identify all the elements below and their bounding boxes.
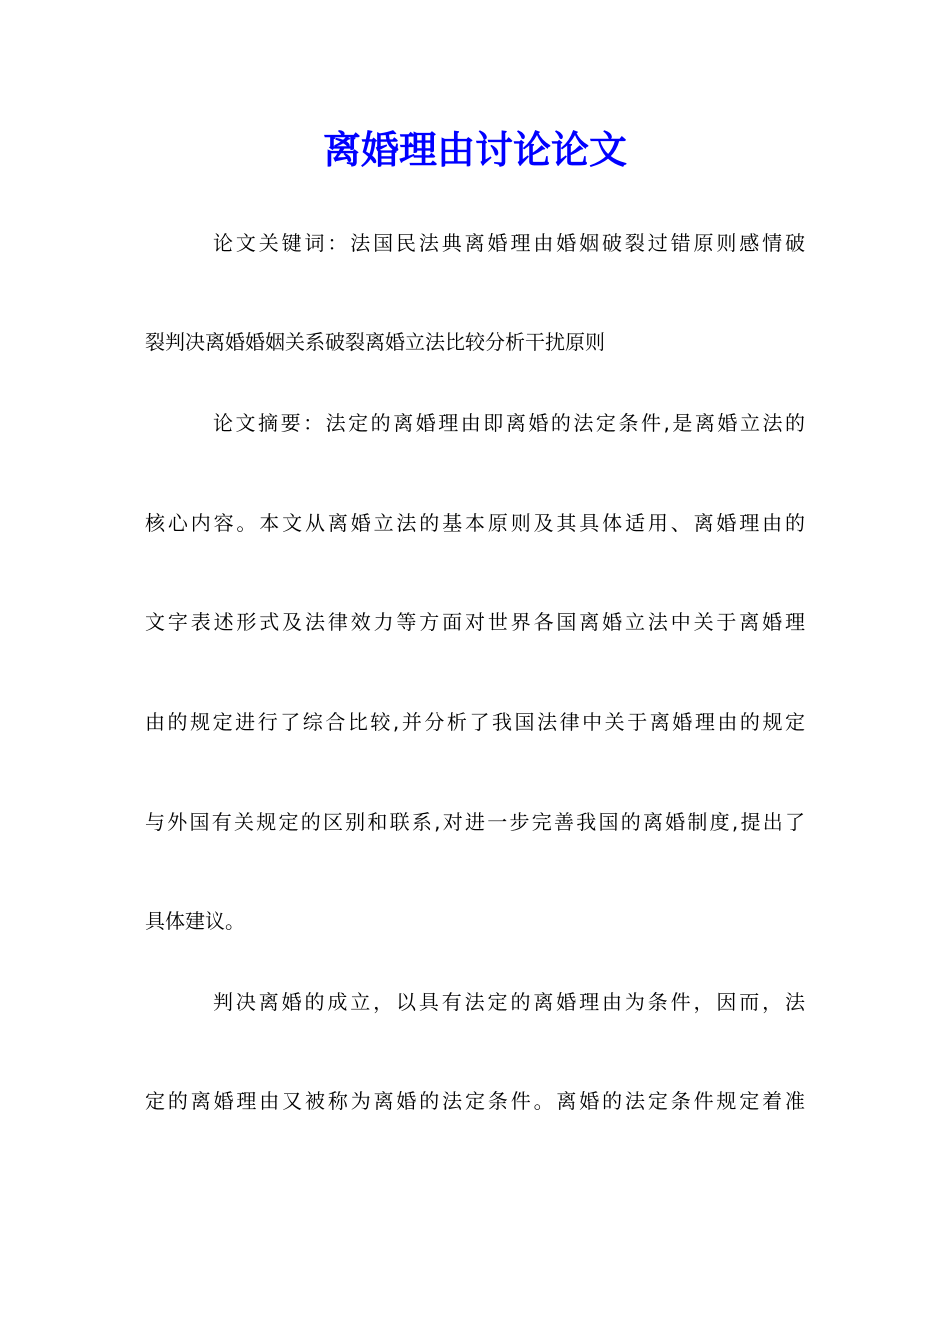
document-title: 离婚理由讨论论文 — [322, 127, 627, 172]
keywords-line-2: 裂判决离婚婚姻关系破裂离婚立法比较分析干扰原则 — [145, 330, 605, 354]
abstract-line-4: 由的规定进行了综合比较,并分析了我国法律中关于离婚理由的规定 — [145, 710, 805, 734]
keywords-line-1: 论文关键词：法国民法典离婚理由婚姻破裂过错原则感情破 — [213, 231, 805, 255]
abstract-line-1: 论文摘要：法定的离婚理由即离婚的法定条件,是离婚立法的 — [213, 411, 805, 435]
abstract-line-3: 文字表述形式及法律效力等方面对世界各国离婚立法中关于离婚理 — [145, 610, 805, 634]
body-line-1: 判决离婚的成立，以具有法定的离婚理由为条件，因而，法 — [213, 990, 805, 1014]
abstract-line-2: 核心内容。本文从离婚立法的基本原则及其具体适用、离婚理由的 — [145, 511, 805, 535]
abstract-line-5: 与外国有关规定的区别和联系,对进一步完善我国的离婚制度,提出了 — [145, 810, 805, 834]
body-line-2: 定的离婚理由又被称为离婚的法定条件。离婚的法定条件规定着准 — [145, 1089, 805, 1113]
abstract-line-6: 具体建议。 — [145, 909, 245, 933]
